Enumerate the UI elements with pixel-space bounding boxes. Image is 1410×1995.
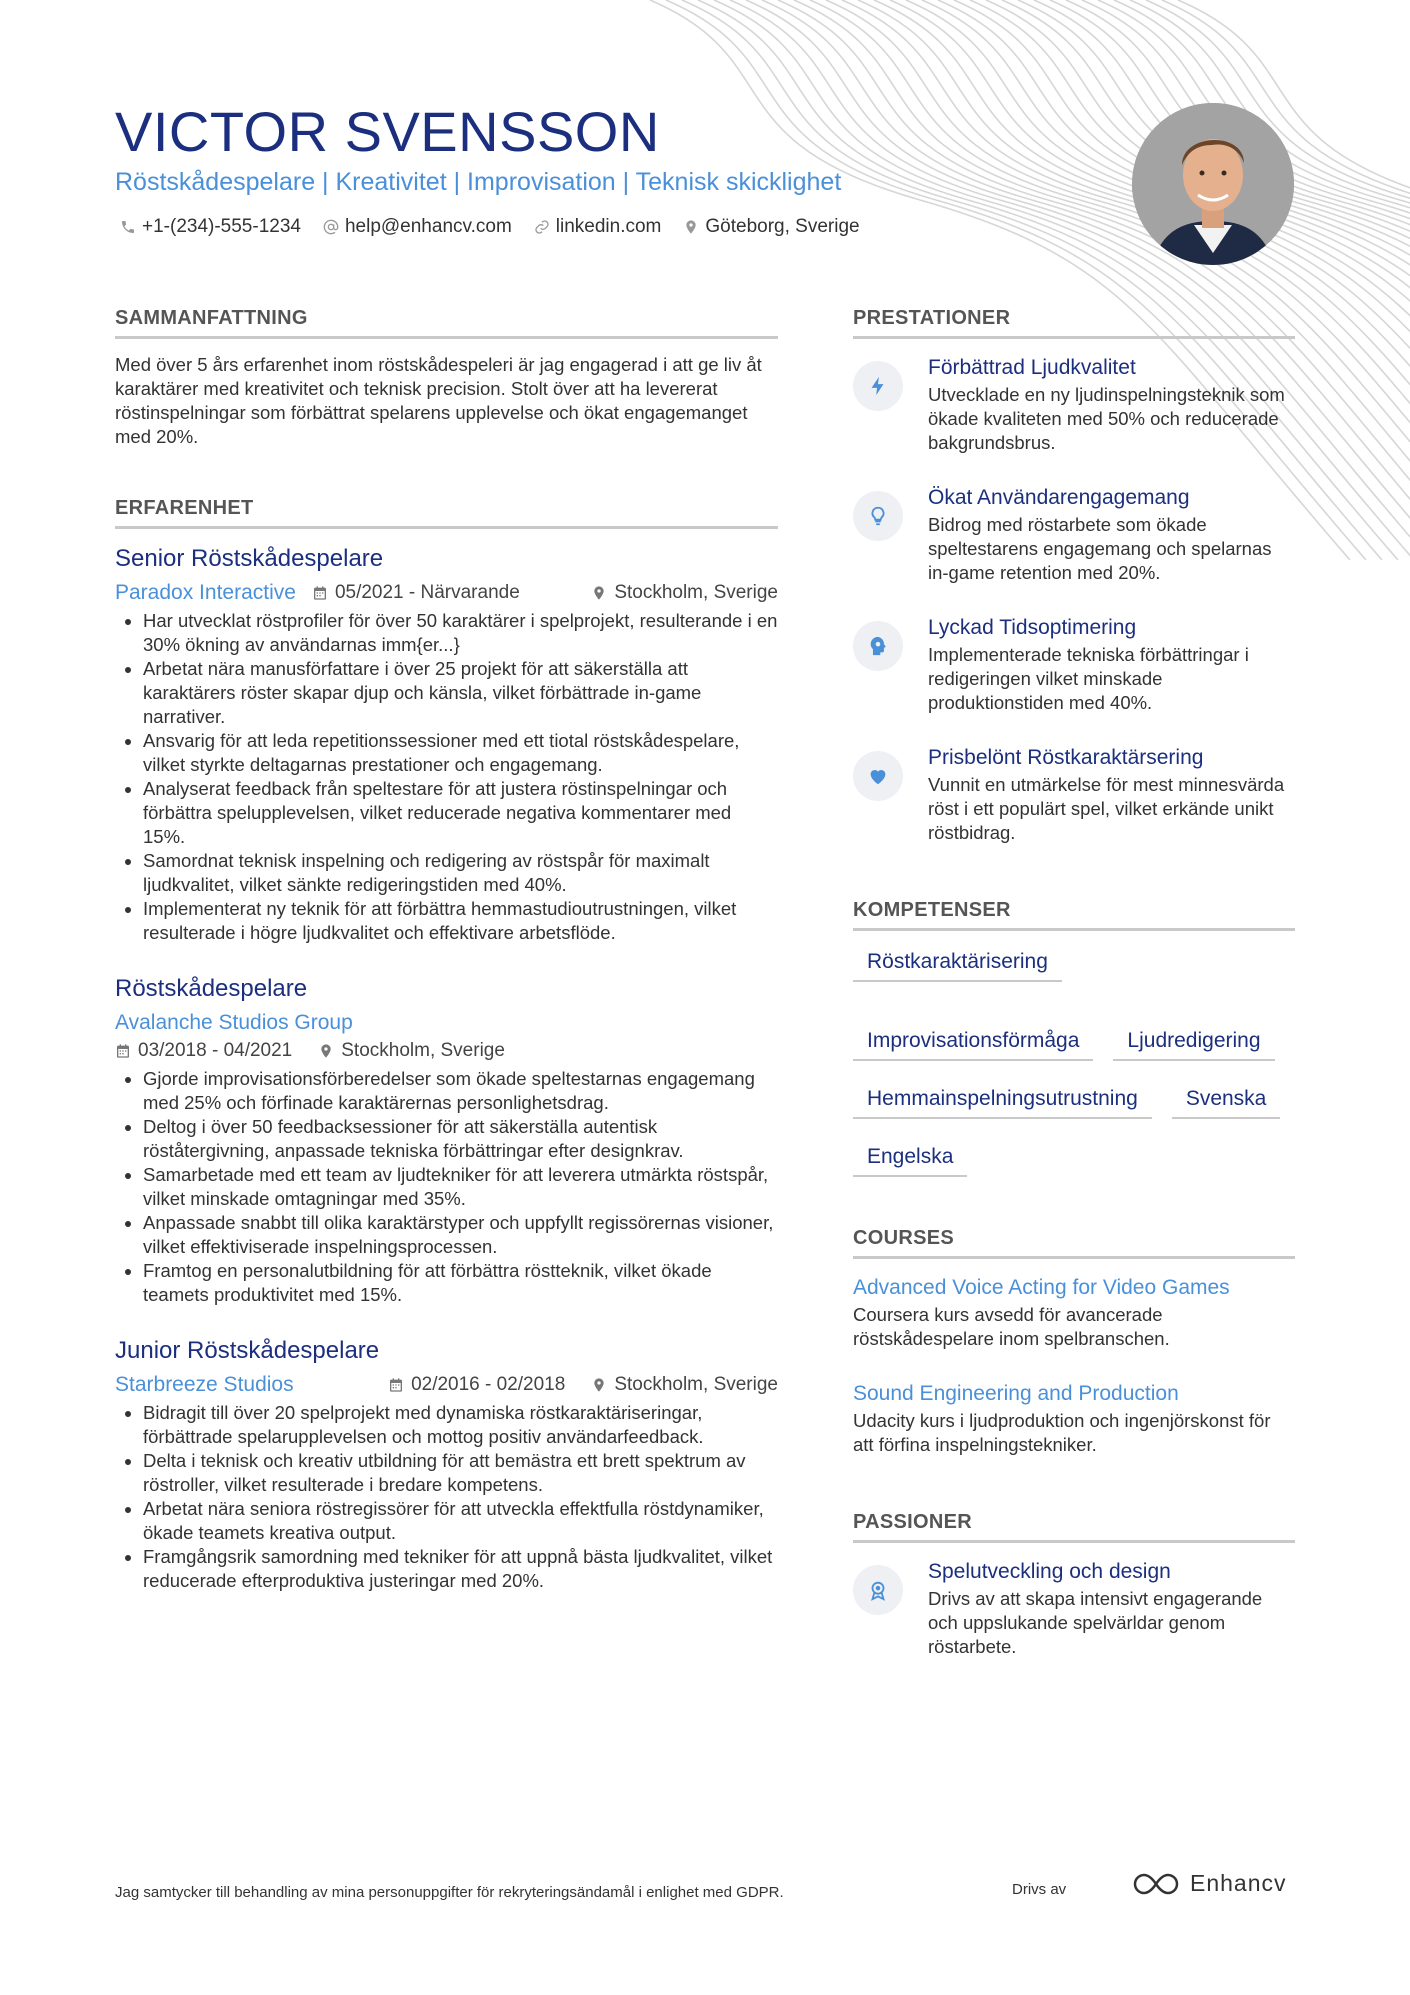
achievements-heading: PRESTATIONER [853, 305, 1295, 339]
course-desc: Udacity kurs i ljudproduktion och ingenjörskonst för att förfina inspelningstekniker. [853, 1410, 1271, 1455]
bolt-icon [867, 375, 889, 397]
job-dates [312, 579, 520, 607]
achievement-icon-wrap [853, 491, 903, 541]
candidate-name: VICTOR SVENSSON [115, 100, 660, 163]
location-icon [683, 219, 699, 235]
skill-tag: Hemmainspelningsutrustning [853, 1082, 1152, 1119]
at-icon [323, 219, 339, 235]
job-location-text: Stockholm, Sverige [341, 1040, 505, 1061]
achievement-desc: Bidrog med röstarbete som ökade speltestarens engagemang och spelarnas in-game retention med 20%. [928, 514, 1272, 583]
location-icon [591, 1377, 607, 1393]
achievement-desc: Implementerade tekniska förbättringar i redigeringen vilket minskade produktionstiden med 40%. [928, 644, 1249, 713]
achievement-title: Prisbelönt Röstkaraktärsering [928, 746, 1204, 769]
gdpr-consent: Jag samtycker till behandling av mina personuppgifter för rekryteringsändamål i enlighet med GDPR. [115, 1884, 784, 1901]
list-item: • Ansvarig för att leda repetitionssessioner med ett tiotal röstskådespelare, vilket styrkte deltagarnas prestationer och engagemang. [143, 729, 778, 777]
course-title: Advanced Voice Acting for Video Games [853, 1276, 1230, 1299]
list-item: • Anpassade snabbt till olika karaktärstyper och uppfyllt regissörernas visioner, vilket effektiviserade inspelningsprocessen. [143, 1211, 778, 1259]
achievement-icon-wrap [853, 361, 903, 411]
summary-text: Med över 5 års erfarenhet inom röstskådespeleri är jag engagerad i att ge liv åt karaktärer med kreativitet och teknisk precision. Stolt över att ha levererat röstinspelningar som förbättrat spelarens upplevelse och ökat engagemanget med 20%. [115, 354, 762, 447]
job-meta [115, 1371, 778, 1399]
job-company: Starbreeze Studios [115, 1373, 294, 1396]
list-item: • Samordnat teknisk inspelning och redigering av röstspår för maximalt ljudkvalitet, vilket sänkte redigeringstiden med 40%. [143, 849, 778, 897]
brand-name: Enhancv [1190, 1870, 1287, 1896]
head-gear-icon [867, 635, 889, 657]
job-location-text: Stockholm, Sverige [614, 582, 778, 603]
achievement-item [853, 613, 1295, 715]
achievement-item [853, 483, 1295, 585]
achievement-item [853, 743, 1295, 845]
calendar-icon [312, 585, 328, 601]
job-dates [388, 1371, 565, 1399]
calendar-icon [388, 1377, 404, 1393]
contact-linkedin[interactable] [534, 214, 662, 240]
skill-tag: Röstkaraktärisering [853, 945, 1062, 982]
brand-logo[interactable] [1132, 1870, 1287, 1897]
location-icon [591, 585, 607, 601]
phone-icon [120, 219, 136, 235]
passion-title: Spelutveckling och design [928, 1560, 1171, 1583]
job-dates-text: 05/2021 - Närvarande [334, 582, 520, 603]
achievement-icon-wrap [853, 751, 903, 801]
list-item: • Arbetat nära seniora röstregissörer för att utveckla effektfulla röstdynamiker, ökade teamets kreativa output. [143, 1497, 778, 1545]
job-location [591, 579, 778, 607]
list-item: • Deltog i över 50 feedbacksessioner för att säkerställa autentisk röståtergivning, anpassade tekniska förbättringar efter designkrav. [143, 1115, 778, 1163]
link-icon [534, 219, 550, 235]
skills-list [853, 945, 1303, 1177]
powered-by-label: Drivs av [1012, 1881, 1067, 1898]
job-bullets [115, 1401, 778, 1593]
job-dates-text: 02/2016 - 02/2018 [411, 1374, 566, 1395]
achievement-desc: Utvecklade en ny ljudinspelningsteknik som ökade kvaliteten med 50% och reducerade bakgrundsbrus. [928, 384, 1285, 453]
contact-email-text: help@enhancv.com [344, 216, 512, 237]
skill-tag: Engelska [853, 1140, 967, 1177]
job-title: Röstskådespelare [115, 975, 308, 1002]
achievement-icon-wrap [853, 621, 903, 671]
list-item: • Framtog en personalutbildning för att förbättra röstteknik, vilket ökade teamets produktivitet med 15%. [143, 1259, 778, 1307]
course-desc: Coursera kurs avsedd för avancerade röstskådespelare inom spelbranschen. [853, 1304, 1170, 1349]
skill-tag: Svenska [1172, 1082, 1281, 1119]
contact-bar [120, 214, 860, 240]
left-column [115, 305, 778, 1621]
achievement-desc: Vunnit en utmärkelse för mest minnesvärda röst i ett populärt spel, vilket erkände unikt röstbidrag. [928, 774, 1285, 843]
calendar-icon [115, 1043, 131, 1059]
lightbulb-icon [867, 505, 889, 527]
courses-heading: COURSES [853, 1225, 1295, 1259]
job-company: Paradox Interactive [115, 581, 296, 604]
award-icon [867, 1579, 889, 1601]
job-bullets [115, 609, 778, 945]
job-title: Junior Röstskådespelare [115, 1337, 380, 1364]
achievement-title: Förbättrad Ljudkvalitet [928, 356, 1136, 379]
location-icon [318, 1043, 334, 1059]
contact-location [683, 214, 859, 240]
job-location-text: Stockholm, Sverige [614, 1374, 778, 1395]
course-item [853, 1379, 1295, 1457]
list-item: • Samarbetade med ett team av ljudtekniker för att leverera utmärkta röstspår, vilket minskade omtagningar med 35%. [143, 1163, 778, 1211]
infinity-logo-icon [1132, 1871, 1180, 1897]
contact-linkedin-text: linkedin.com [555, 216, 662, 237]
achievement-title: Lyckad Tidsoptimering [928, 616, 1137, 639]
job-entry [115, 1335, 778, 1593]
list-item: • Bidragit till över 20 spelprojekt med dynamiska röstkaraktäriseringar, förbättrade spelarupplevelsen och mottog positiv användarfeedback. [143, 1401, 778, 1449]
job-location [591, 1371, 778, 1399]
job-meta [115, 1009, 778, 1037]
experience-heading: ERFARENHET [115, 495, 778, 529]
passion-icon-wrap [853, 1565, 903, 1615]
summary-heading: SAMMANFATTNING [115, 305, 778, 339]
candidate-title: Röstskådespelare | Kreativitet | Improvisation | Teknisk skicklighet [115, 168, 842, 196]
job-meta-row [115, 1037, 778, 1065]
job-bullets [115, 1067, 778, 1307]
job-title: Senior Röstskådespelare [115, 545, 384, 572]
skill-tag: Improvisationsförmåga [853, 1024, 1093, 1061]
list-item: • Gjorde improvisationsförberedelser som ökade speltestarnas engagemang med 25% och förfinade karaktärernas personlighetsdrag. [143, 1067, 778, 1115]
heart-icon [867, 765, 889, 787]
job-meta [115, 579, 778, 607]
job-location [318, 1037, 505, 1065]
contact-phone-text: +1-(234)-555-1234 [142, 216, 301, 237]
contact-email[interactable] [323, 214, 512, 240]
right-column [853, 305, 1295, 1687]
passion-desc: Drivs av att skapa intensivt engagerande och uppslukande spelvärldar genom röstarbete. [928, 1588, 1263, 1657]
profile-photo [1132, 103, 1294, 265]
contact-location-text: Göteborg, Sverige [705, 216, 860, 237]
achievement-item [853, 353, 1295, 455]
list-item: • Delta i teknisk och kreativ utbildning för att bemästra ett brett spektrum av röstroller, vilket resulterade i bredare kompetens. [143, 1449, 778, 1497]
job-company: Avalanche Studios Group [115, 1011, 353, 1034]
contact-phone[interactable] [120, 214, 301, 240]
passions-heading: PASSIONER [853, 1509, 1295, 1543]
list-item: • Implementerat ny teknik för att förbättra hemmastudioutrustningen, vilket resulterade i högre ljudkvalitet och effektivare arbetsflöde. [143, 897, 778, 945]
course-item [853, 1273, 1295, 1351]
job-dates [115, 1037, 292, 1065]
list-item: • Analyserat feedback från speltestare för att justera röstinspelningar och förbättra spelupplevelsen, vilket reducerade negativa kommentarer med 15%. [143, 777, 778, 849]
achievement-title: Ökat Användarengagemang [928, 486, 1190, 509]
course-title: Sound Engineering and Production [853, 1382, 1179, 1405]
list-item: • Arbetat nära manusförfattare i över 25 projekt för att säkerställa att karaktärers röster skapar djup och känsla, vilket förbättrade in-game narrativer. [143, 657, 778, 729]
list-item: • Har utvecklat röstprofiler för över 50 karaktärer i spelprojekt, resulterande i en 30% ökning av användarnas imm{er...} [143, 609, 778, 657]
skill-tag: Ljudredigering [1113, 1024, 1274, 1061]
job-entry [115, 543, 778, 945]
list-item: • Framgångsrik samordning med tekniker för att uppnå bästa ljudkvalitet, vilket reducerade efterproduktiva justeringar med 20%. [143, 1545, 778, 1593]
skills-heading: KOMPETENSER [853, 897, 1295, 931]
job-entry [115, 973, 778, 1307]
passion-item [853, 1557, 1295, 1659]
job-dates-text: 03/2018 - 04/2021 [138, 1040, 293, 1061]
